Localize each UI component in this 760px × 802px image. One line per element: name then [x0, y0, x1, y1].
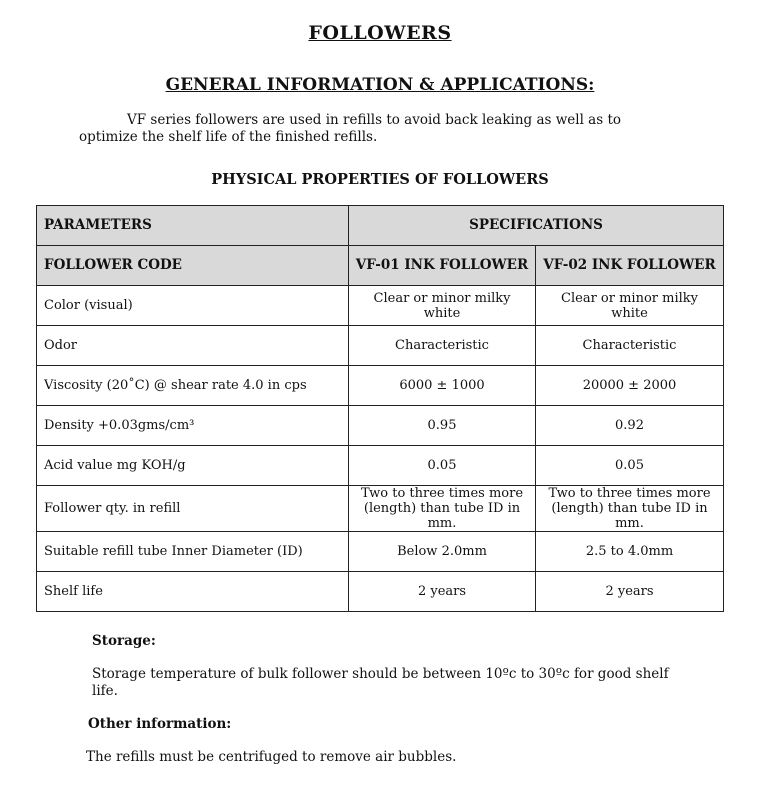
- header-follower-code: FOLLOWER CODE: [37, 246, 349, 286]
- section-heading-general: GENERAL INFORMATION & APPLICATIONS:: [165, 75, 595, 95]
- header-vf01: VF-01 INK FOLLOWER: [349, 246, 536, 286]
- intro-paragraph: [79, 112, 679, 146]
- row-vf02-value: 2.5 to 4.0mm: [536, 532, 724, 572]
- document-title: FOLLOWERS: [308, 22, 452, 44]
- row-vf01-value: Characteristic: [349, 326, 536, 366]
- header-parameters: PARAMETERS: [37, 206, 349, 246]
- row-param: Viscosity (20˚C) @ shear rate 4.0 in cps: [37, 366, 349, 406]
- storage-heading: Storage:: [92, 633, 156, 649]
- row-vf01-value: Two to three times more (length) than tube ID in mm.: [349, 486, 536, 532]
- header-specifications: SPECIFICATIONS: [349, 206, 724, 246]
- table-row: [37, 572, 724, 612]
- table-title: PHYSICAL PROPERTIES OF FOLLOWERS: [211, 171, 549, 188]
- table-row: [37, 446, 724, 486]
- table-row: [37, 486, 724, 532]
- row-vf02-value: 2 years: [536, 572, 724, 612]
- row-vf01-value: 6000 ± 1000: [349, 366, 536, 406]
- row-vf01-value: Below 2.0mm: [349, 532, 536, 572]
- row-vf01-value: 0.95: [349, 406, 536, 446]
- row-param: Acid value mg KOH/g: [37, 446, 349, 486]
- intro-line-1: VF series followers are used in refills to avoid back leaking as well as to: [127, 112, 622, 128]
- other-info-text: The refills must be centrifuged to remove air bubbles.: [86, 749, 457, 765]
- row-param: Follower qty. in refill: [37, 486, 349, 532]
- row-vf02-value: 20000 ± 2000: [536, 366, 724, 406]
- properties-table: [36, 205, 724, 612]
- storage-text: Storage temperature of bulk follower should be between 10ºc to 30ºc for good shelf life.: [92, 666, 669, 699]
- table-subheader-row: [37, 246, 724, 286]
- row-vf01-value: Clear or minor milky white: [349, 286, 536, 326]
- row-vf01-value: 2 years: [349, 572, 536, 612]
- other-info-heading: Other information:: [88, 716, 232, 732]
- table-row: [37, 406, 724, 446]
- table-row: [37, 286, 724, 326]
- header-vf02: VF-02 INK FOLLOWER: [536, 246, 724, 286]
- table-row: [37, 366, 724, 406]
- row-param: Shelf life: [37, 572, 349, 612]
- row-param: Density +0.03gms/cm³: [37, 406, 349, 446]
- row-vf02-value: 0.05: [536, 446, 724, 486]
- row-vf02-value: 0.92: [536, 406, 724, 446]
- row-vf02-value: Clear or minor milky white: [536, 286, 724, 326]
- table-row: [37, 326, 724, 366]
- row-vf02-value: Characteristic: [536, 326, 724, 366]
- row-param: Color (visual): [37, 286, 349, 326]
- row-param: Suitable refill tube Inner Diameter (ID): [37, 532, 349, 572]
- intro-line-2: optimize the shelf life of the finished refills.: [79, 129, 378, 145]
- row-param: Odor: [37, 326, 349, 366]
- table-row: [37, 532, 724, 572]
- row-vf02-value: Two to three times more (length) than tube ID in mm.: [536, 486, 724, 532]
- row-vf01-value: 0.05: [349, 446, 536, 486]
- table-header-row: [37, 206, 724, 246]
